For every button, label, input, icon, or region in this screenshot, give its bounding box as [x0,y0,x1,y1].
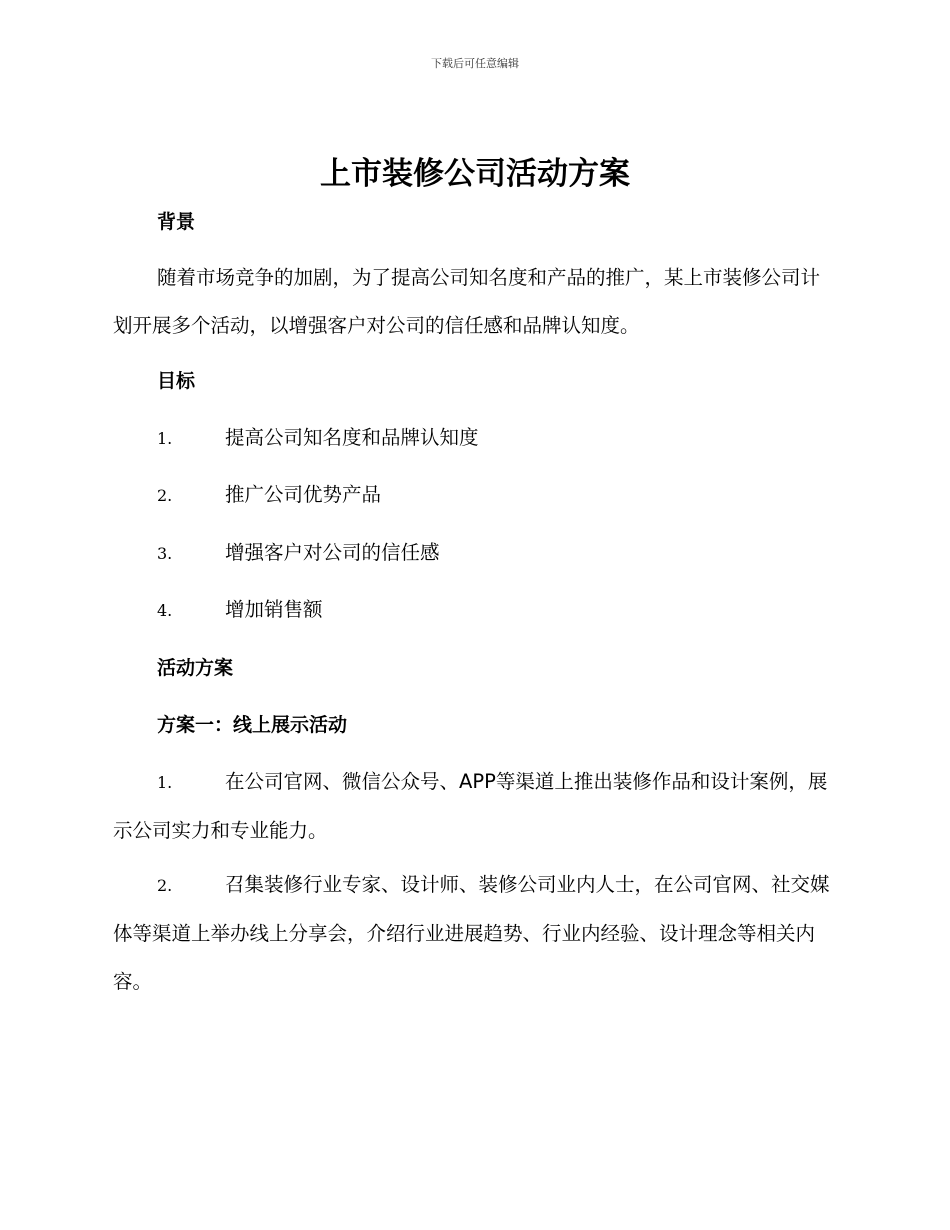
plan-item-number: 1. [157,773,173,792]
goal-item-text: 提高公司知名度和品牌认知度 [225,426,479,449]
goal-item [157,598,323,623]
goal-item-number: 3. [157,544,173,563]
goal-item-text: 增强客户对公司的信任感 [225,541,440,564]
section-heading-background: 背景 [157,211,196,233]
goal-item [157,483,381,508]
plan-sub-heading: 方案一：线上展示活动 [157,714,348,736]
goal-item [157,541,440,566]
plan-item-text: 在公司官网、微信公众号、APP等渠道上推出装修作品和设计案例，展示公司实力和专业能力。 [113,770,828,842]
header-note: 下载后可任意编辑 [431,57,519,70]
goal-item-text: 增加销售额 [225,598,323,621]
plan-item [113,758,838,855]
plan-item-text: 召集装修行业专家、设计师、装修公司业内人士，在公司官网、社交媒体等渠道上举办线上分享会，介绍行业进展趋势、行业内经验、设计理念等相关内容。 [113,873,830,993]
goal-item-text: 推广公司优势产品 [225,483,382,506]
section-heading-goals: 目标 [157,370,196,392]
goal-item-number: 4. [157,601,173,620]
background-paragraph: 随着市场竞争的加剧，为了提高公司知名度和产品的推广，某上市装修公司计划开展多个活动，以增强客户对公司的信任感和品牌认知度。 [113,266,821,337]
goal-item-number: 2. [157,486,173,505]
section-heading-plan: 活动方案 [157,657,234,679]
goal-item-number: 1. [157,429,173,448]
document-title: 上市装修公司活动方案 [320,156,630,192]
plan-item-number: 2. [157,876,173,895]
goal-item [157,426,479,451]
plan-item [113,861,838,1006]
